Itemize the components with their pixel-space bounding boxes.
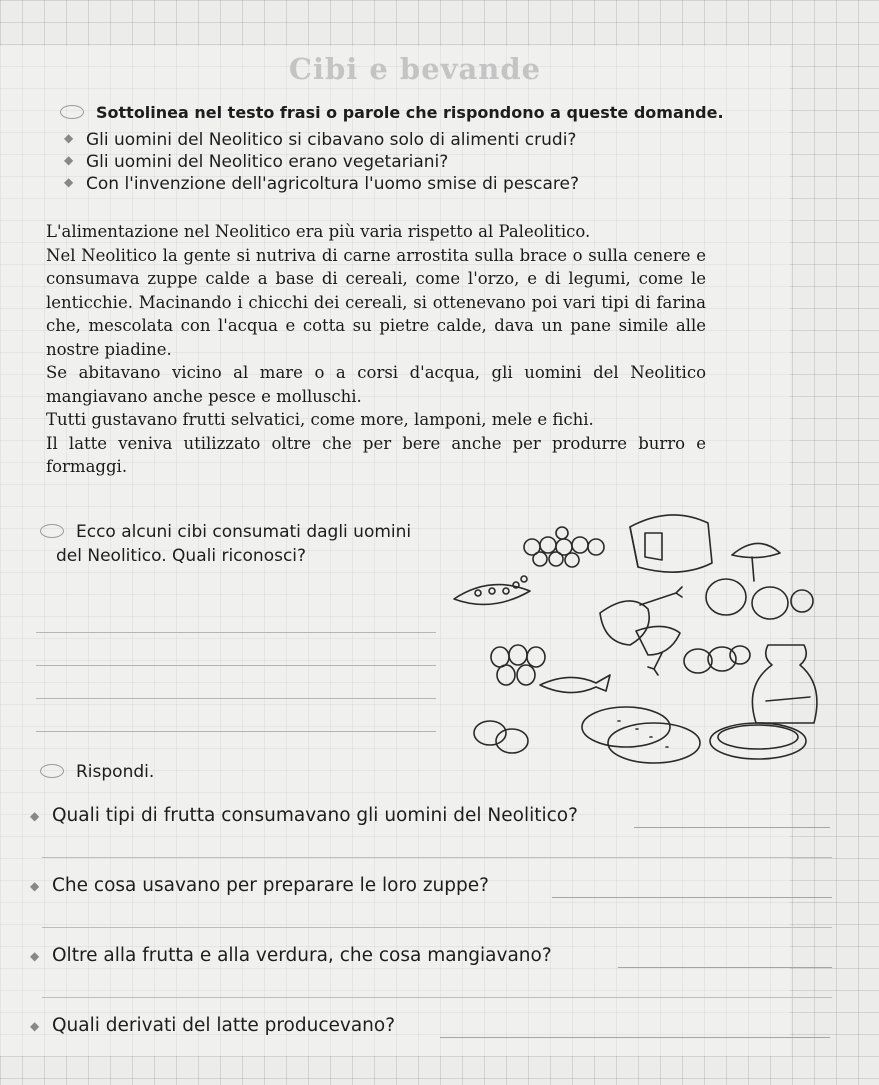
flatbread-icon <box>582 707 700 763</box>
answer-line[interactable] <box>440 1037 830 1038</box>
foods-answer-lines <box>36 600 436 732</box>
reading-passage <box>46 220 706 479</box>
answer-line[interactable] <box>42 997 832 998</box>
diamond-bullet-icon: ◆ <box>30 879 40 893</box>
diamond-bullet-icon: ◆ <box>30 1019 40 1033</box>
answer-question <box>22 945 842 1015</box>
passage-paragraph: Il latte veniva utilizzato oltre che per bere anche per produrre burro e formaggi. <box>46 433 706 476</box>
mushroom-icon <box>706 543 813 619</box>
legumes-icon <box>454 576 530 604</box>
answer-question <box>22 1015 842 1085</box>
answer-line[interactable] <box>36 600 436 633</box>
answer-question-text: Quali derivati del latte producevano? <box>52 1015 396 1036</box>
question-text: Gli uomini del Neolitico erano vegetariani? <box>86 152 449 172</box>
answer-questions <box>22 805 842 1085</box>
instruction-text: Sottolinea nel testo frasi o parole che rispondono a queste domande. <box>96 103 724 122</box>
foods-prompt-line: Ecco alcuni cibi consumati dagli uomini <box>76 522 412 542</box>
task-icon <box>40 764 64 778</box>
answer-line[interactable] <box>618 967 832 968</box>
page-title: Cibi e bevande <box>288 52 542 86</box>
answer-question-text: Che cosa usavano per preparare le loro zuppe? <box>52 875 489 896</box>
answer-question-text: Quali tipi di frutta consumavano gli uomini del Neolitico? <box>52 805 578 826</box>
passage-paragraph: L'alimentazione nel Neolitico era più varia rispetto al Paleolitico. <box>46 222 591 241</box>
meat-icon <box>600 587 682 675</box>
task-icon <box>40 524 64 538</box>
berries-icon <box>524 527 604 567</box>
fruit-icon <box>684 646 750 673</box>
answer-section-title: Rispondi. <box>76 762 155 782</box>
diamond-bullet-icon: ◆ <box>30 809 40 823</box>
diamond-bullet-icon: ◆ <box>64 131 74 145</box>
grain-icon <box>491 645 545 685</box>
answer-line[interactable] <box>36 699 436 732</box>
answer-question-text: Oltre alla frutta e alla verdura, che cosa mangiavano? <box>52 945 552 966</box>
food-illustration <box>440 505 830 775</box>
answer-line[interactable] <box>42 857 832 858</box>
task-icon <box>60 105 84 119</box>
bowl-icon <box>710 723 806 759</box>
diamond-bullet-icon: ◆ <box>64 175 74 189</box>
answer-line[interactable] <box>634 827 830 828</box>
diamond-bullet-icon: ◆ <box>64 153 74 167</box>
answer-line[interactable] <box>552 897 832 898</box>
fish-icon <box>540 675 610 693</box>
passage-paragraph: Nel Neolitico la gente si nutriva di carne arrostita sulla brace o sulla cenere e consumava zuppe calde a base di cereali, come l'orzo, e di legumi, come le lenticchie. Macinando i chicchi dei cereali, si ottenevano poi vari tipi di farina che, mescolata con l'acqua e cotta su pietre calde, dava un pane simile alle nostre piadine. <box>46 245 706 359</box>
answer-line[interactable] <box>42 927 832 928</box>
answer-question <box>22 805 842 875</box>
answer-line[interactable] <box>36 633 436 666</box>
question-text: Gli uomini del Neolitico si cibavano solo di alimenti crudi? <box>86 130 577 150</box>
cheese-icon <box>630 515 712 572</box>
eggs-icon <box>474 721 528 753</box>
question-text: Con l'invenzione dell'agricoltura l'uomo smise di pescare? <box>86 174 580 194</box>
passage-paragraph: Se abitavano vicino al mare o a corsi d'acqua, gli uomini del Neolitico mangiavano anche pesce e molluschi. <box>46 363 706 406</box>
passage-paragraph: Tutti gustavano frutti selvatici, come more, lamponi, mele e fichi. <box>46 410 594 429</box>
foods-prompt-line: del Neolitico. Quali riconosci? <box>56 546 307 566</box>
answer-question <box>22 875 842 945</box>
jar-icon <box>752 645 817 723</box>
diamond-bullet-icon: ◆ <box>30 949 40 963</box>
answer-line[interactable] <box>36 666 436 699</box>
